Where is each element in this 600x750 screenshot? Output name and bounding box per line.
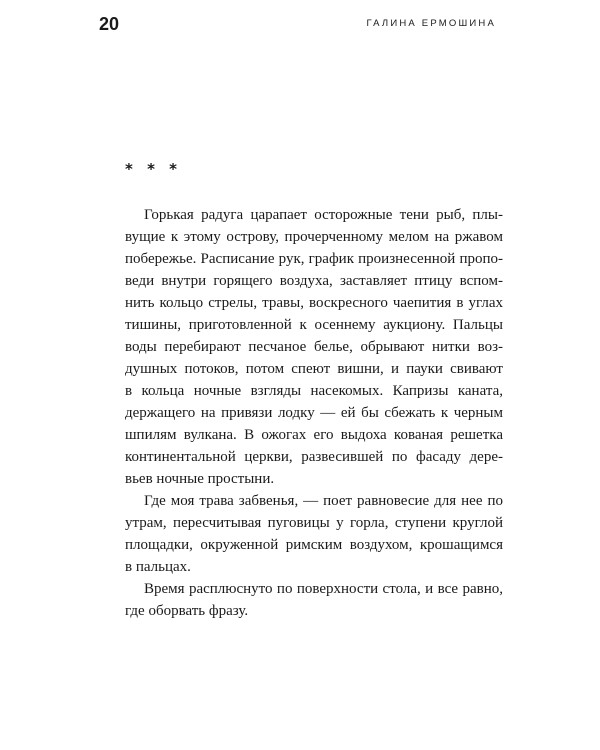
text-line: веди внутри горящего воздуха, заставляет птицу вспом- xyxy=(125,273,503,289)
text-line: континентальной церкви, развесившей по фасаду дере- xyxy=(125,449,503,465)
text-line: в пальцах. xyxy=(125,559,191,575)
text-line: душных потоков, потом спеют вишни, и пауки свивают xyxy=(125,361,503,377)
running-head-author: ГАЛИНА ЕРМОШИНА xyxy=(366,18,496,29)
page-number: 20 xyxy=(99,14,120,34)
paragraph-2 xyxy=(125,490,503,578)
text-line: Горькая радуга царапает осторожные тени рыб, плы- xyxy=(144,207,503,223)
text-line: нить кольцо стрелы, травы, воскресного чаепития в углах xyxy=(125,295,503,311)
paragraph-1 xyxy=(125,204,503,490)
text-line: воды перебирают песчаное белье, обрывают нитки воз- xyxy=(125,339,503,355)
text-line: побережье. Расписание рук, график произнесенной пропо- xyxy=(125,251,503,267)
text-line: утрам, пересчитывая пуговицы у горла, ступени круглой xyxy=(125,515,503,531)
section-asterism: * * * xyxy=(125,160,177,178)
text-line: где оборвать фразу. xyxy=(125,603,249,619)
text-line: площадки, окруженной римским воздухом, крошащимся xyxy=(125,537,503,553)
text-line: шпилям вулкана. В ожогах его выдоха кованая решетка xyxy=(125,427,503,443)
text-line: вущие к этому острову, прочерченному мелом на ржавом xyxy=(125,229,503,245)
text-line: тишины, приготовленной к осеннему аукциону. Пальцы xyxy=(125,317,503,333)
text-line: держащего на привязи лодку — ей бы сбежать к черным xyxy=(125,405,503,421)
text-line: Время расплюснуто по поверхности стола, и все равно, xyxy=(144,581,503,597)
paragraph-3 xyxy=(125,578,503,622)
text-line: Где моя трава забвенья, — поет равновесие для нее по xyxy=(144,493,503,509)
text-line: вьев ночные простыни. xyxy=(125,471,275,487)
text-line: в кольца ночные взгляды насекомых. Капризы каната, xyxy=(125,383,503,399)
body-text xyxy=(125,204,503,622)
